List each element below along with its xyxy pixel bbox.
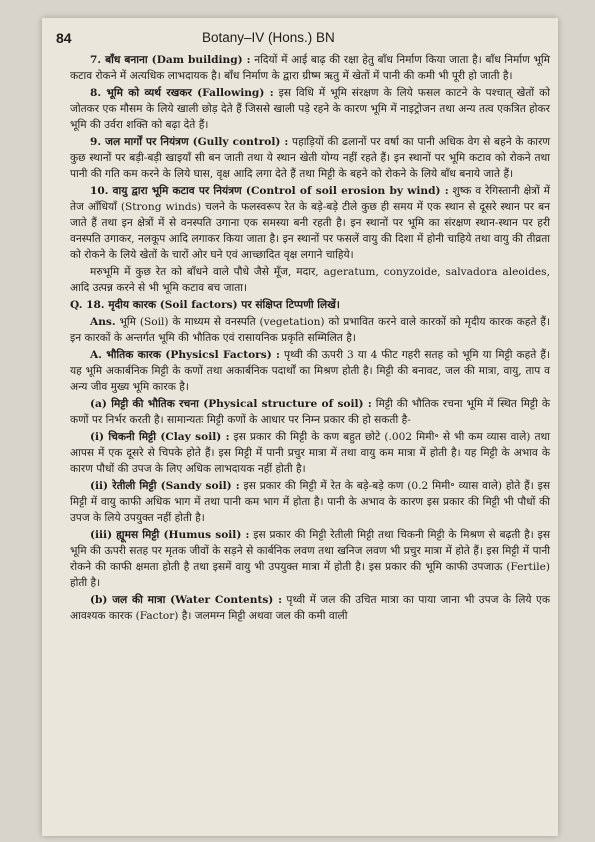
paragraph-fallowing [70, 85, 550, 133]
heading: (b) जल की मात्रा (Water Contents) : [90, 594, 282, 606]
paragraph-wind-erosion [70, 183, 550, 263]
answer-intro [70, 314, 550, 346]
heading: (iii) ह्यूमस मिट्टी (Humus soil) : [90, 529, 250, 541]
paragraph-soil-structure [70, 396, 550, 428]
paragraph-text: इस प्रकार की मिट्टी में रेत के बड़े-बड़े कण (0.2 मिमी॰ व्यास वाले) होते हैं। इस मिट्टी में वायु काफी अधिक भाग में तथा पानी कम भाग में होता है। पानी के अभाव के कारण इस प्रकार की मिट्टी भी पौधों की उपज के लिये उपयुक्त नहीं होती है। [70, 480, 550, 524]
paragraph-water-contents [70, 592, 550, 624]
question-heading: Q. 18. मृदीय कारक (Soil factors) पर संक्षिप्त टिप्पणी लिखें। [70, 299, 340, 311]
heading: 9. जल मार्गों पर नियंत्रण (Gully control) : [90, 136, 289, 148]
heading: 7. बाँध बनाना (Dam building) : [90, 54, 251, 66]
paragraph-text: इस विधि में भूमि संरक्षण के लिये फसल काटने के पश्चात् खेतों को जोतकर एक मौसम के लिये खाली छोड़ देते हैं जिससे खाली पड़े रहने के कारण भूमि में नाइट्रोजन तथा अन्य तत्व एकत्रित होकर भूमि की उर्वरा शक्ति को बढ़ा देते हैं। [70, 87, 550, 131]
page-header [42, 18, 558, 52]
heading: (ii) रेतीली मिट्टी (Sandy soil) : [90, 480, 240, 492]
paragraph-humus-soil [70, 527, 550, 591]
paragraph-clay-soil [70, 429, 550, 477]
page-number: 84 [56, 30, 72, 46]
question-18 [70, 297, 550, 313]
paragraph-gully-control [70, 134, 550, 182]
heading: 8. भूमि को व्यर्थ रखकर (Fallowing) : [90, 87, 274, 99]
paragraph-sandy-soil [70, 478, 550, 526]
page-body [42, 52, 558, 624]
paragraph-text: इस प्रकार की मिट्टी रेतीली मिट्टी तथा चिकनी मिट्टी के मिश्रण से बढ़ती है। इस भूमि की ऊपरी सतह पर मृतक जीवों के सड़ने से कार्बनिक लवण तथा खनिज लवण भी प्रचुर मात्रा में होते हैं। इस मिट्टी में पानी रोकने की काफी क्षमता होती है तथा इसमें वायु भी उपयुक्त मात्रा में होती है। इस प्रकार की भूमि काफी उपजाऊ (Fertile) होती है। [70, 529, 550, 589]
paragraph-text: शुष्क व रेगिस्तानी क्षेत्रों में तेज आँधियाँ (Strong winds) चलने के फलस्वरूप रेत के बड़े-बड़े टीले कुछ ही समय में एक स्थान से दूसरे स्थान पर बन जाते हैं तथा इन क्षेत्रों में से वनस्पति उगाना एक समस्या बनी रहती है। इन स्थानों पर भूमि का संरक्षण स्थान-स्थान पर हरी वनस्पति उगाकर, नलकूप आदि लगाकर किया जाता है। इन स्थानों पर फसलें वायु की दिशा में होनी चाहिये तथा वायु की तीव्रता को रोकने के लिये खेतों के चारों ओर घने एवं आच्छादित वृक्ष लगाने चाहिये। [70, 185, 550, 261]
answer-label: Ans. [90, 316, 116, 328]
paragraph-text: पृथ्वी में जल की उचित मात्रा का पाया जाना भी उपज के लिये एक आवश्यक कारक (Factor) है। जलमग्न मिट्टी अथवा जल की कमी वाली [70, 594, 550, 622]
book-page [42, 18, 558, 836]
paragraph-text: पृथ्वी की ऊपरी 3 या 4 फीट गहरी सतह को भूमि या मिट्टी कहते हैं। यह भूमि अकार्बनिक मिट्टी के कणों तथा अकार्बनिक पदार्थों का मिश्रण होती है। मिट्टी की बनावट, जल की मात्रा, वायु, ताप व अन्य जीव मुख्य भूमि कारक है। [70, 349, 550, 393]
paragraph-text: भूमि (Soil) के माध्यम से वनस्पति (vegetation) को प्रभावित करने वाले कारकों को मृदीय कारक कहते हैं। इन कारकों के अन्तर्गत भूमि की भौतिक एवं रासायनिक प्रकृति सम्मिलित है। [70, 316, 550, 344]
paragraph-text: मिट्टी की भौतिक रचना भूमि में स्थित मिट्टी के कणों पर निर्भर करती है। सामान्यतः मिट्टी कणों के आधार पर निम्न प्रकार की हो सकती है- [70, 398, 550, 426]
paragraph-text: मरुभूमि में कुछ रेत को बाँधने वाले पौधे जैसे मूँज, मदार, ageratum, conyzoide, salvadora aleoides, आदि उत्पन्न करने से भी भूमि कटाव बच जाता। [70, 266, 550, 294]
running-title: Botany–IV (Hons.) BN [202, 30, 335, 45]
paragraph-desert-plants [70, 264, 550, 296]
heading: (a) मिट्टी की भौतिक रचना (Physical structure of soil) : [90, 398, 372, 410]
paragraph-text: पहाड़ियों की ढलानों पर वर्षा का पानी अधिक वेग से बहने के कारण कुछ स्थानों पर बड़ी-बड़ी खाइयाँ सी बन जाती तथा ये स्थान खेती योग्य नहीं रहते हैं। इन स्थानों पर भूमि कटाव को रोकने तथा पानी की गति कम करने के लिये घास, वृक्ष आदि लगा देते हैं तथा मिट्टी के बहने को रोकने के लिये बाँध बनाये जाते हैं। [70, 136, 550, 180]
paragraph-physical-factors [70, 347, 550, 395]
heading: A. भौतिक कारक (Physicsl Factors) : [90, 349, 280, 361]
paragraph-dam-building [70, 52, 550, 84]
heading: 10. वायु द्वारा भूमि कटाव पर नियंत्रण (Control of soil erosion by wind) : [90, 185, 449, 197]
heading: (i) चिकनी मिट्टी (Clay soil) : [90, 431, 230, 443]
paragraph-text: इस प्रकार की मिट्टी के कण बहुत छोटे (.002 मिमी॰ से भी कम व्यास वाले) तथा आपस में एक दूसरे से चिपके होते हैं। इस मिट्टी में पानी प्रचुर मात्रा में तथा वायु कम मात्रा में होती है। यह मिट्टी के अभाव के कारण पौधों की उपज के लिए अधिक लाभदायक नहीं होती है। [70, 431, 551, 475]
paragraph-text: नदियों में आई बाढ़ की रक्षा हेतु बाँध निर्माण किया जाता है। बाँध निर्माण भूमि कटाव रोकने में अत्यधिक लाभदायक है। बाँध निर्माण के द्वारा ग्रीष्म ऋतु में खेतों में पानी की कमी भी पूरी हो जाती है। [70, 54, 550, 82]
